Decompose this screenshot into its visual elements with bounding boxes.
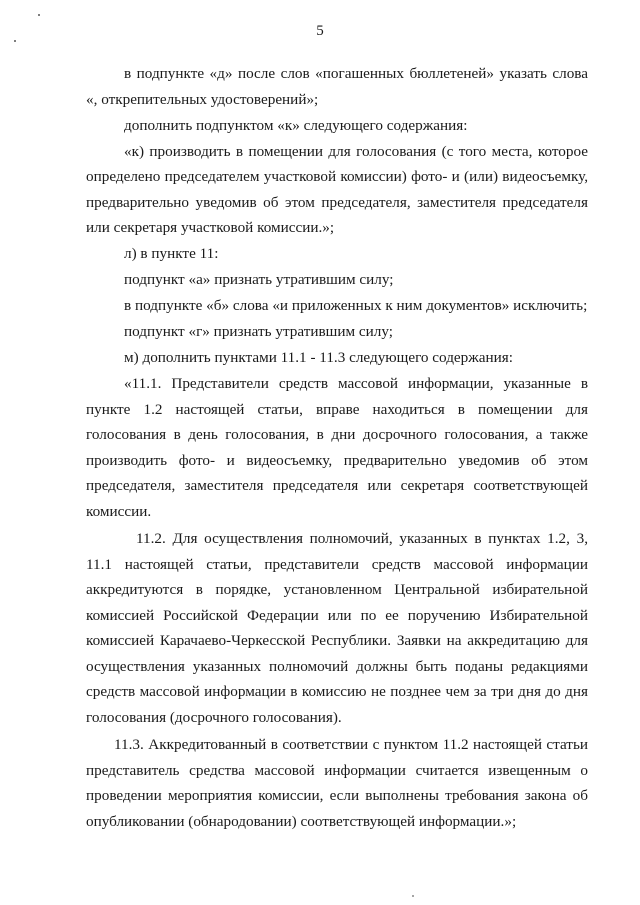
paragraph-point-11-2: 11.2. Для осуществления полномочий, указанных в пунктах 1.2, 3, 11.1 настоящей статьи, представители средств массовой информации аккредитуются в порядке, установленном Центральной избирательной комиссией Российской Федерации или по ее поручению Избирательной комиссией Карачаево-Черкесской Республики. Заявки на аккредитацию для осуществления указанных полномочий должны быть поданы редакциями средств массовой информации в комиссию не позднее чем за три дня до дня голосования (досрочного голосования). [86, 530, 588, 726]
paragraph-point-11-1: «11.1. Представители средств массовой информации, указанные в пункте 1.2 настоящей статьи, вправе находиться в помещении для голосования в день голосования, в дни досрочного голосования, а также производить фото- и видеосъемку, предварительно уведомив об этом председателя, заместителя председателя или секретаря соответствующей комиссии. [86, 375, 588, 520]
paragraph-subpoint-g: подпункт «г» признать утратившим силу; [124, 323, 393, 340]
paragraph-add-subpoint-k: дополнить подпунктом «к» следующего содержания: [124, 116, 468, 134]
page-number: 5 [316, 23, 324, 39]
paragraph-point-11: л) в пункте 11: [124, 245, 219, 262]
scan-speck [38, 14, 40, 16]
paragraph-subpoint-b: в подпункте «б» слова «и приложенных к ним документов» исключить; [124, 297, 588, 314]
paragraph-add-points: м) дополнить пунктами 11.1 - 11.3 следующего содержания: [124, 349, 513, 366]
scan-speck [14, 40, 16, 42]
paragraph-subpoint-k-text: «к) производить в помещении для голосования (с того места, которое определено председателем участковой комиссии) фото- и (или) видеосъемку, предварительно уведомив об этом председателя, заместителя председателя или секретаря участковой комиссии.»; [86, 142, 588, 236]
paragraph-point-11-3: 11.3. Аккредитованный в соответствии с пунктом 11.2 настоящей статьи представитель средства массовой информации считается извещенным о проведении мероприятия комиссии, если выполнены требования закона об опубликовании (обнародовании) соответствующей информации.»; [86, 736, 588, 830]
document-body [86, 61, 588, 834]
scan-speck [412, 895, 414, 897]
paragraph-subpoint-a: подпункт «а» признать утратившим силу; [124, 271, 394, 288]
paragraph-subpoint-d: в подпункте «д» после слов «погашенных бюллетеней» указать слова «, открепительных удостоверений»; [86, 65, 588, 108]
